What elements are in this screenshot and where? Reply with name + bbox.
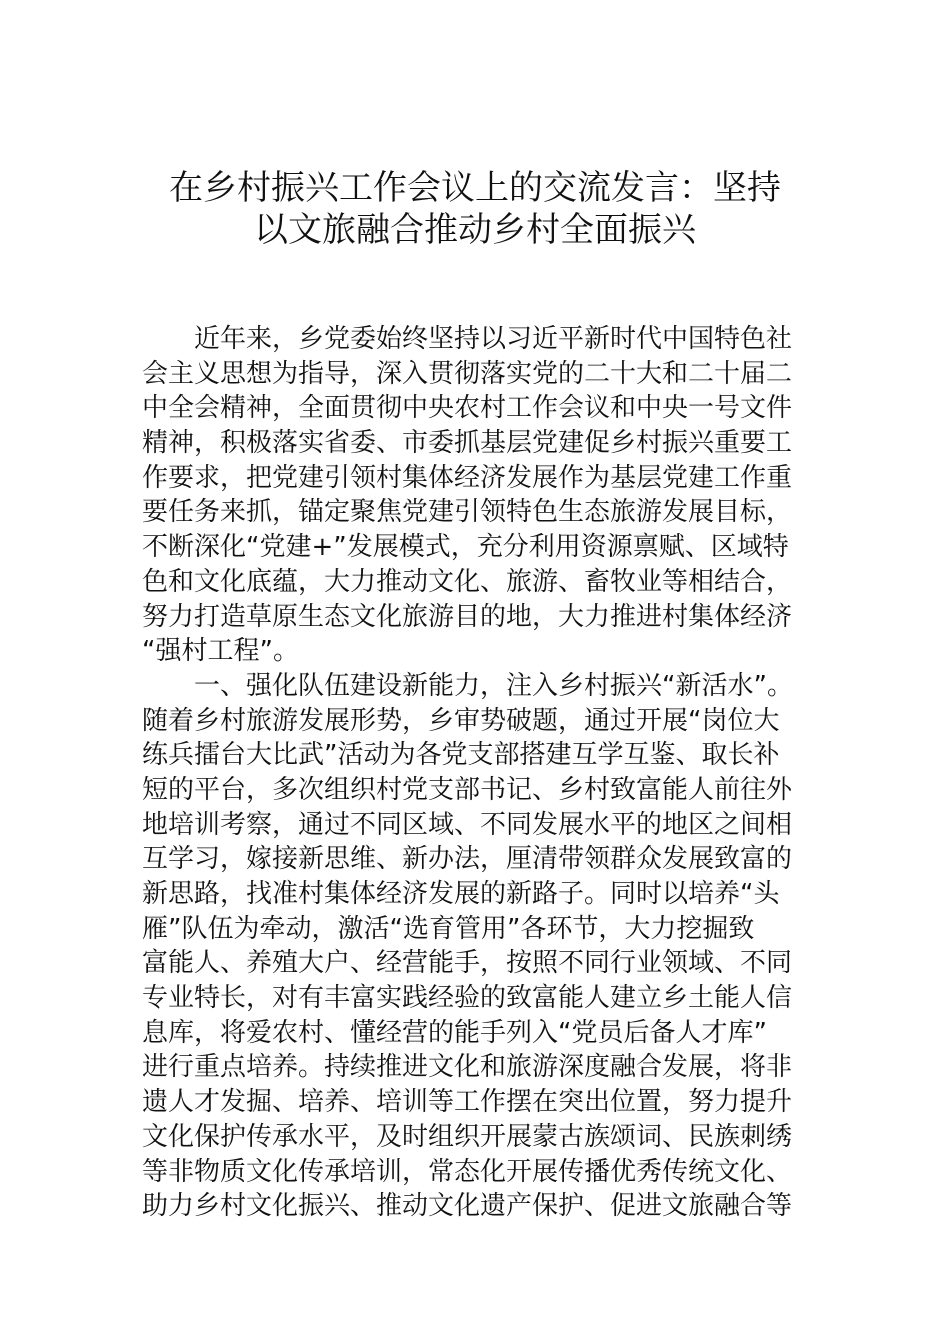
paragraph-1-line: 近年来，乡党委始终坚持以习近平新时代中国特色社 — [194, 324, 793, 354]
paragraph-2-line: 地培训考察，通过不同区域、不同发展水平的地区之间相 — [142, 809, 793, 840]
paragraph-2-line: 短的平台，多次组织村党支部书记、乡村致富能人前往外 — [142, 774, 793, 805]
paragraph-2-line: 互学习，嫁接新思维、新办法，厘清带领群众发展致富的 — [142, 844, 793, 875]
paragraph-2-line: 雁”队伍为牵动，激活“选育管用”各环节，大力挖掘致 — [142, 913, 755, 944]
paragraph-2-line: 助力乡村文化振兴、推动文化遗产保护、促进文旅融合等 — [142, 1191, 793, 1222]
paragraph-2-line: 息库，将爱农村、懂经营的能手列入“党员后备人才库” — [142, 1017, 767, 1048]
paragraph-2-line: 文化保护传承水平，及时组织开展蒙古族颂词、民族刺绣 — [142, 1121, 793, 1152]
paragraph-1-line: 不断深化“党建+”发展模式，充分利用资源禀赋、区域特 — [142, 532, 789, 563]
document-title-line-1: 在乡村振兴工作会议上的交流发言：坚持 — [169, 168, 781, 208]
document-body — [142, 322, 808, 1224]
paragraph-2-line: 练兵擂台大比武”活动为各党支部搭建互学互鉴、取长补 — [142, 740, 780, 771]
paragraph-1-line: 作要求，把党建引领村集体经济发展作为基层党建工作重 — [142, 462, 793, 493]
paragraph-1-line: 努力打造草原生态文化旅游目的地，大力推进村集体经济 — [142, 601, 793, 632]
paragraph-1-line: 精神，积极落实省委、市委抓基层党建促乡村振兴重要工 — [142, 428, 793, 459]
paragraph-2-line: 新思路，找准村集体经济发展的新路子。同时以培养“头 — [142, 879, 780, 909]
paragraph-2-line: 等非物质文化传承培训，常态化开展传播优秀传统文化、 — [142, 1156, 793, 1187]
document-title-line-2: 以文旅融合推动乡村全面振兴 — [254, 210, 696, 250]
paragraph-2-line: 一、强化队伍建设新能力，注入乡村振兴“新活水”。 — [194, 670, 793, 701]
paragraph-1-line: 色和文化底蕴，大力推动文化、旅游、畜牧业等相结合， — [142, 566, 793, 597]
paragraph-1-line: 会主义思想为指导，深入贯彻落实党的二十大和二十届二 — [142, 358, 793, 389]
paragraph-1-line: 中全会精神，全面贯彻中央农村工作会议和中央一号文件 — [142, 393, 793, 424]
paragraph-2-line: 富能人、养殖大户、经营能手，按照不同行业领域、不同 — [142, 948, 793, 979]
paragraph-2-line: 进行重点培养。持续推进文化和旅游深度融合发展，将非 — [142, 1052, 793, 1083]
paragraph-2-line: 随着乡村旅游发展形势，乡审势破题，通过开展“岗位大 — [142, 705, 780, 736]
paragraph-2-line: 遗人才发掘、培养、培训等工作摆在突出位置，努力提升 — [142, 1087, 793, 1118]
paragraph-1-line: 要任务来抓，锚定聚焦党建引领特色生态旅游发展目标， — [142, 497, 793, 528]
paragraph-1-line: “强村工程”。 — [142, 636, 299, 667]
paragraph-2-line: 专业特长，对有丰富实践经验的致富能人建立乡土能人信 — [142, 983, 793, 1014]
